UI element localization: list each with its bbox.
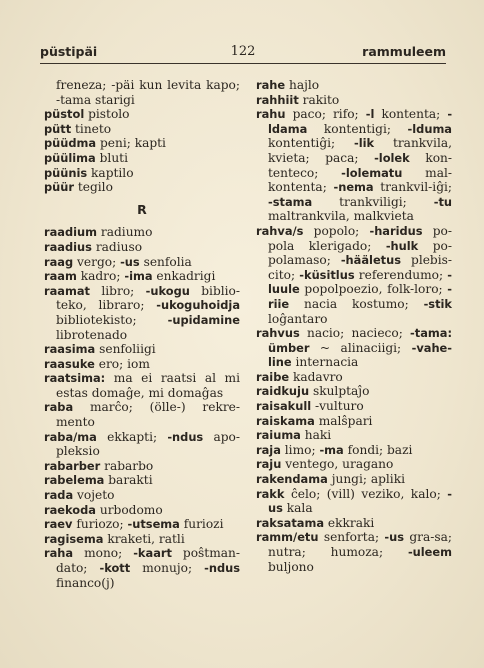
dictionary-entry: raadius radiuso — [44, 239, 143, 254]
dictionary-entry: rakendama jungi; apliki — [256, 472, 405, 487]
dictionary-entry: püstol pistolo — [44, 107, 130, 122]
dictionary-entry: raibe kadavro — [256, 369, 343, 384]
dictionary-entry: raba/ma ekkapti; -ndus apo-pleksio — [44, 429, 240, 459]
dictionary-entry: raidkuju skulptaĵo — [256, 384, 370, 399]
dictionary-entry: raev furiozo; -utsema furiozi — [44, 517, 224, 532]
dictionary-entry: püülima bluti — [44, 150, 128, 165]
page-header — [40, 44, 446, 62]
left-column — [44, 78, 240, 590]
dictionary-entry: rahva/s popolo; -haridus po-pola klerigado; -hulk po-polamaso; -hääletus plebis-cito; -küsitlus referendumo; -luule popolpoezio, folk-loro; -riie nacia kostumo; -stik loĝantaro — [256, 223, 453, 326]
dictionary-entry: raasuke ero; iom — [44, 356, 150, 371]
dictionary-entry: raiuma haki — [256, 428, 332, 443]
dictionary-entry: rahu paco; rifo; -l kontenta; -ldama kontentigi; -lduma kontentiĝi; -lik trankvila, kvieta; paca; -lolek kon-tenteco; -lolematu mal-kontenta; -nema trankvil-iĝi; -stama trankviligi; -tu maltrankvila, malkvieta — [256, 107, 453, 224]
dictionary-entry: raiskama malŝpari — [256, 413, 373, 428]
right-column — [256, 78, 452, 574]
header-rule — [40, 63, 446, 64]
dictionary-entry: raba marĉo; (ölle-) rekre-mento — [44, 400, 240, 430]
dictionary-entry: rada vojeto — [44, 488, 115, 503]
dictionary-entry: rahe hajlo — [256, 78, 320, 92]
dictionary-entry: rahvus nacio; nacieco; -tama: ümber ~ alinaciigi; -vahe-line internacia — [256, 326, 453, 370]
header-first-word: püstipäi — [40, 44, 98, 59]
dictionary-entry: püür tegilo — [44, 180, 113, 195]
section-letter: R — [137, 201, 147, 217]
dictionary-entry: püünis kaptilo — [44, 165, 134, 180]
dictionary-entry: raadium radiumo — [44, 225, 153, 240]
dictionary-entry: ragisema kraketi, ratli — [44, 531, 185, 546]
dictionary-entry: rabarber rabarbo — [44, 458, 154, 473]
dictionary-entry: raisakull -vulturo — [256, 399, 364, 414]
dictionary-entry: raam kadro; -ima enkadrigi — [44, 269, 216, 284]
dictionary-entry: raamat libro; -ukogu biblio-teko, libraro; -ukoguhoidja bibliotekisto; -upidamine librotenado — [44, 283, 241, 342]
dictionary-entry: raag vergo; -us senfolia — [44, 254, 192, 269]
dictionary-entry: rabelema barakti — [44, 473, 153, 488]
header-last-word: rammuleem — [362, 44, 446, 59]
dictionary-entry: raekoda urbodomo — [44, 502, 163, 517]
dictionary-entry: rahhiit rakito — [256, 92, 340, 107]
dictionary-entry: raksatama ekkraki — [256, 515, 375, 530]
dictionary-entry: ramm/etu senforta; -us gra-sa; nutra; humoza; -uleem buljono — [256, 530, 452, 574]
dictionary-entry: raja limo; -ma fondi; bazi — [256, 442, 413, 457]
page-number: 122 — [230, 44, 256, 59]
dictionary-entry: rakk ĉelo; (vill) veziko, kalo; -us kala — [256, 486, 452, 516]
dictionary-entry: pütt tineto — [44, 121, 112, 136]
continued-entry: freneza; -päi kun levita kapo; -tama starigi — [56, 78, 240, 107]
dictionary-entry: raha mono; -kaart poŝtman-dato; -kott monujo; -ndus financo(j) — [44, 546, 240, 590]
dictionary-entry: raju ventego, uragano — [256, 457, 394, 472]
dictionary-entry: raasima senfoliigi — [44, 342, 156, 357]
dictionary-entry: raatsima: ma ei raatsi al mi estas domaĝe, mi domaĝas — [44, 371, 240, 400]
dictionary-entry: püüdma peni; kapti — [44, 136, 166, 151]
